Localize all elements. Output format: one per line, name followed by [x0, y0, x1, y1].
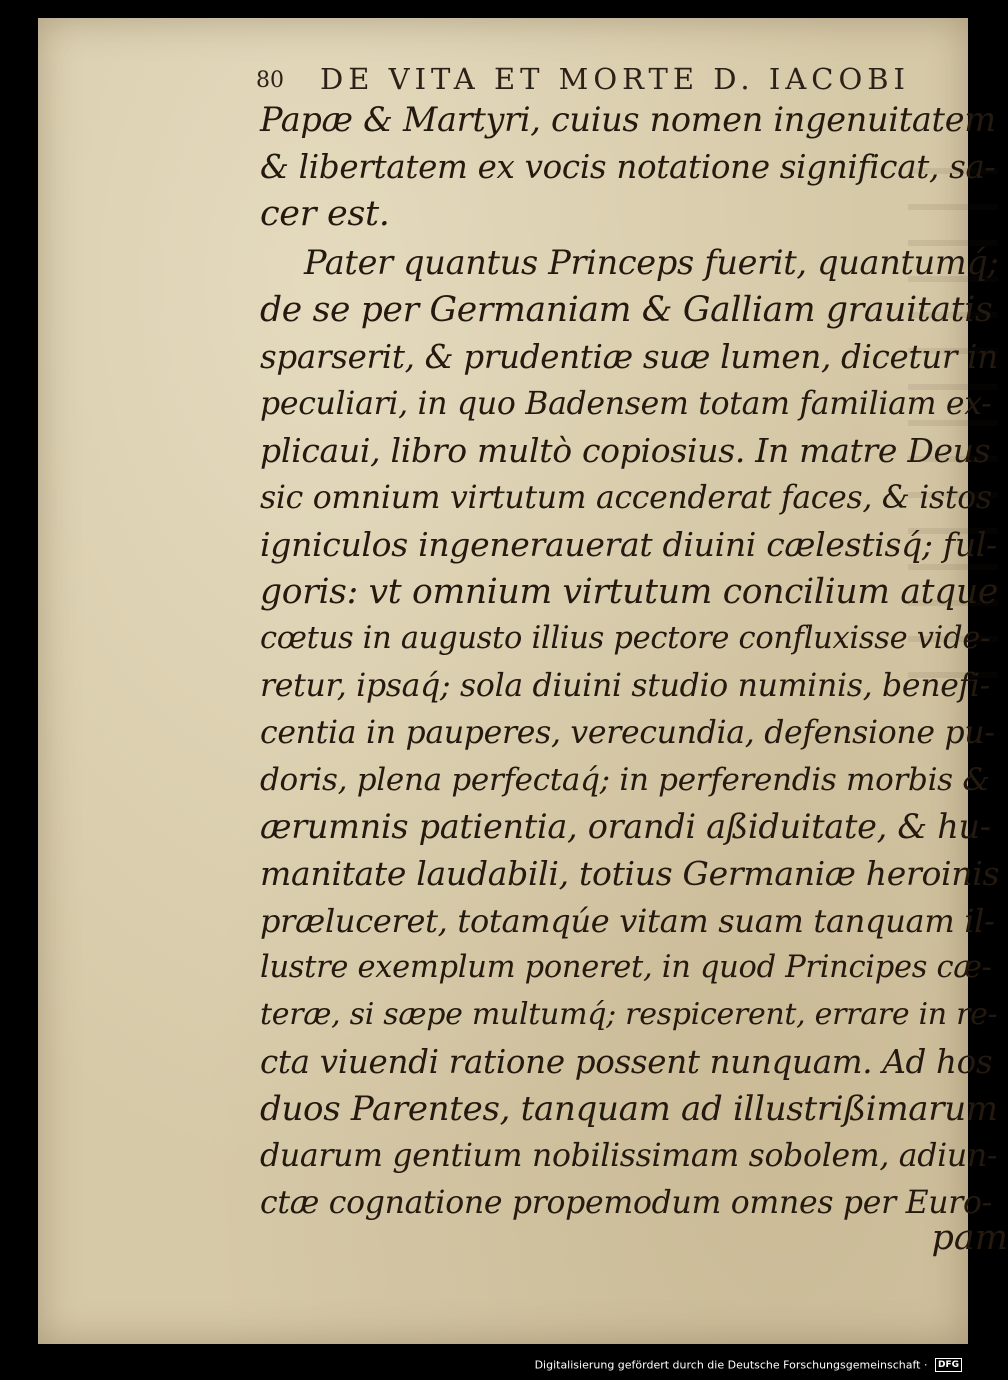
text-line: goris: vt omnium virtutum concilium atque: [260, 572, 998, 612]
text-line: cta viuendi ratione possent nunquam. Ad hos: [260, 1043, 993, 1081]
text-line: doris, plena perfectaq́; in perferendis morbis &: [260, 762, 990, 798]
text-line: cœtus in augusto illius pectore confluxisse vide-: [260, 621, 991, 656]
scanned-page: [38, 18, 1008, 1344]
text-line: centia in pauperes, verecundia, defensione pu-: [260, 715, 995, 751]
text-line: Papæ & Martyri, cuius nomen ingenuitatem: [260, 100, 996, 139]
text-line: cer est.: [260, 194, 390, 234]
text-line: duarum gentium nobilissimam sobolem, adiun-: [260, 1138, 998, 1174]
text-line: sparserit, & prudentiæ suæ lumen, dicetur in: [260, 338, 998, 376]
text-line: peculiari, in quo Badensem totam familiam ex-: [260, 386, 992, 422]
text-line: de se per Germaniam & Galliam grauitatis: [260, 290, 993, 330]
text-line: ctæ cognatione propemodum omnes per Euro-: [260, 1185, 993, 1221]
text-line: manitate laudabili, totius Germaniæ heroinis: [260, 854, 1000, 893]
text-line: præluceret, totamqúe vitam suam tanquam il-: [260, 902, 995, 940]
dfg-logo-icon: DFG: [935, 1358, 962, 1372]
page-number: 80: [256, 68, 284, 93]
running-head: DE VITA ET MORTE D. IACOBI: [320, 62, 910, 96]
page-header: [256, 60, 996, 100]
catchword: pam: [931, 1218, 1008, 1258]
text-line: & libertatem ex vocis notatione significat, sa-: [260, 148, 996, 186]
text-line: plicaui, libro multò copiosius. In matre Deus: [260, 431, 991, 470]
text-line: retur, ipsaq́; sola diuini studio numinis, benefi-: [260, 668, 991, 704]
text-line: sic omnium virtutum accenderat faces, & istos: [260, 480, 992, 516]
text-line: duos Parentes, tanquam ad illustrißimarum: [260, 1089, 998, 1129]
text-line: lustre exemplum poneret, in quod Principes cæ-: [260, 950, 992, 985]
text-line: ærumnis patientia, orandi aßiduitate, & hu-: [260, 807, 991, 846]
funding-notice: Digitalisierung gefördert durch die Deutsche Forschungsgemeinschaft ·: [534, 1358, 928, 1372]
text-line: igniculos ingenerauerat diuini cælestisq́; ful-: [260, 525, 997, 564]
text-line: teræ, si sæpe multumq́; respicerent, errare in re-: [260, 997, 998, 1032]
digitization-footer: [0, 1358, 962, 1380]
text-line: Pater quantus Princeps fuerit, quantumq́;: [304, 243, 999, 282]
